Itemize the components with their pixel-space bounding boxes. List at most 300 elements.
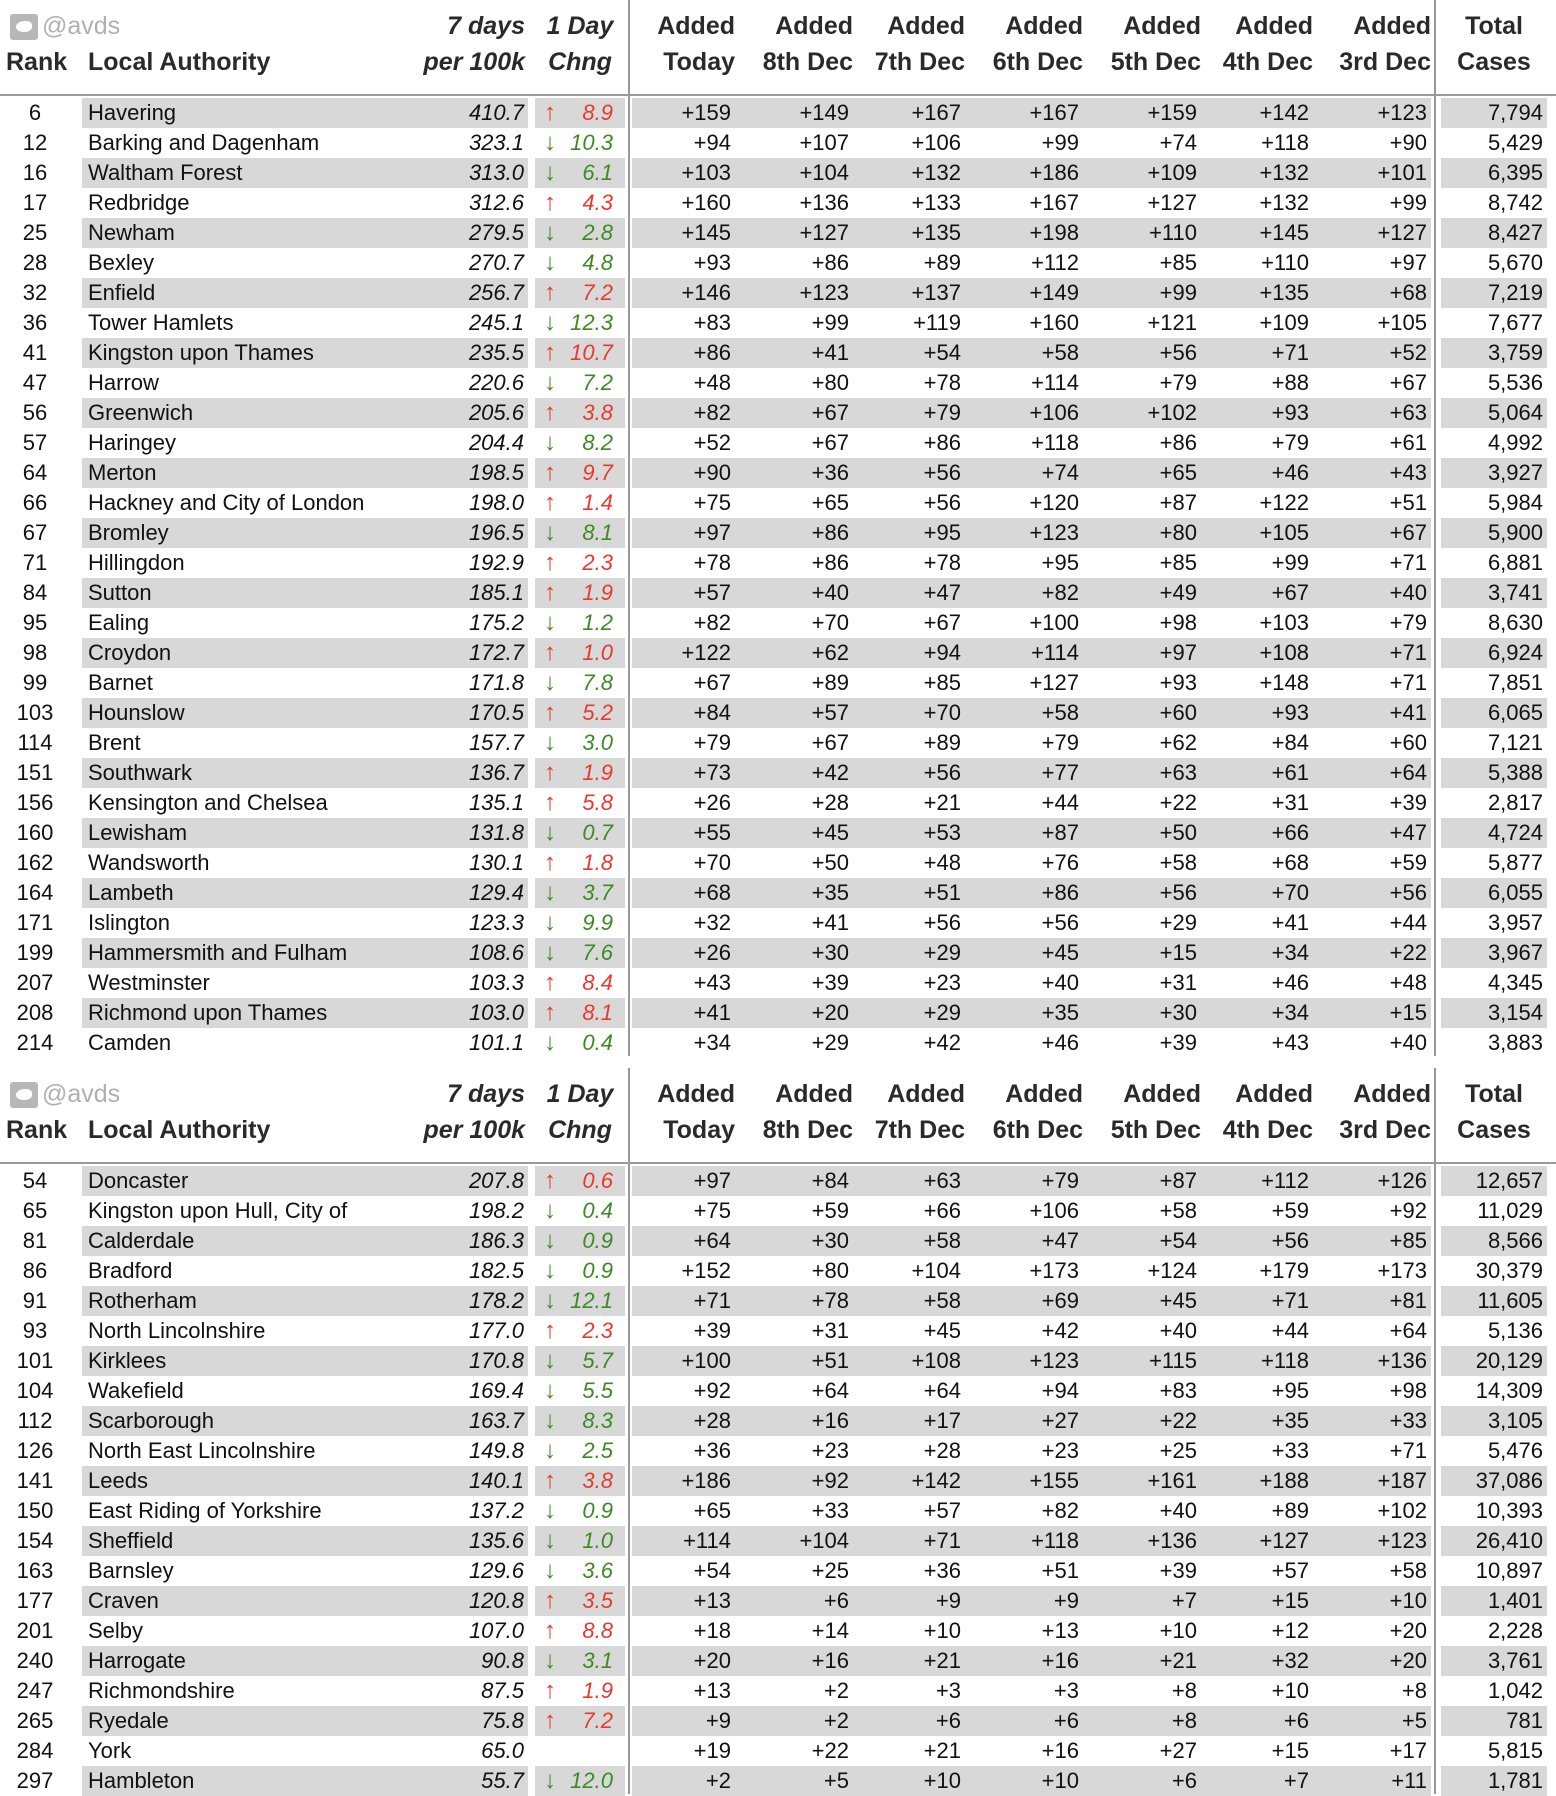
added-8dec-cell: +104 (735, 1526, 853, 1556)
added-8dec-cell: +5 (735, 1766, 853, 1796)
added-6dec-cell: +186 (965, 158, 1083, 188)
added-6dec-cell: +149 (965, 278, 1083, 308)
total-cases-cell: 5,877 (1487, 850, 1543, 875)
header-d6-bottom: 3rd Dec (1339, 48, 1431, 76)
added-4dec-cell: +95 (1271, 1378, 1309, 1403)
table-row (0, 578, 1556, 608)
added-3dec-cell: +67 (1389, 370, 1427, 395)
no-change-icon (535, 1736, 565, 1766)
added-3dec-cell: +71 (1389, 550, 1427, 575)
table-row (0, 1196, 1556, 1226)
table-body (0, 1164, 1556, 1796)
added-3dec-cell: +97 (1389, 250, 1427, 275)
arrow-down-icon: ↓ (544, 429, 556, 456)
added-today-cell: +114 (632, 1526, 735, 1556)
added-5dec-cell: +60 (1083, 698, 1201, 728)
rank-cell: 199 (16, 940, 54, 965)
added-4dec-cell: +46 (1201, 458, 1313, 488)
header-chg-top: 1 Day (546, 1080, 614, 1108)
added-6dec-cell: +160 (1029, 310, 1079, 335)
rate-cell: 163.7 (427, 1406, 528, 1436)
added-3dec-cell: +173 (1377, 1258, 1427, 1283)
added-5dec-cell: +27 (1159, 1738, 1197, 1763)
added-7dec-cell: +63 (853, 1166, 965, 1196)
table-row (0, 188, 1556, 218)
added-4dec-cell: +41 (1271, 910, 1309, 935)
table-row (0, 758, 1556, 788)
added-7dec-cell: +85 (923, 670, 961, 695)
rank-cell: 54 (22, 1168, 48, 1193)
added-4dec-cell: +99 (1271, 550, 1309, 575)
added-8dec-cell: +67 (735, 398, 853, 428)
table-row (0, 728, 1556, 758)
header-d3-bottom: 6th Dec (992, 1116, 1083, 1144)
added-today-cell: +55 (632, 818, 735, 848)
added-today-cell: +97 (632, 1166, 735, 1196)
table-row (0, 1226, 1556, 1256)
arrow-down-icon: ↓ (544, 309, 556, 336)
added-5dec-cell: +85 (1159, 250, 1197, 275)
added-4dec-cell: +142 (1201, 98, 1313, 128)
added-6dec-cell: +106 (1029, 1198, 1079, 1223)
day-change-cell: 0.4 (582, 1198, 613, 1223)
authority-cell: Newham (82, 218, 427, 248)
total-cases-cell: 6,065 (1441, 698, 1547, 728)
added-4dec-cell: +56 (1201, 1226, 1313, 1256)
added-5dec-cell: +31 (1159, 970, 1197, 995)
added-6dec-cell: +86 (965, 878, 1083, 908)
authority-cell: Hounslow (82, 698, 427, 728)
arrow-down-icon: ↓ (535, 1226, 565, 1256)
header-authority: Local Authority (88, 48, 271, 76)
twitter-handle[interactable] (10, 12, 120, 41)
header-d6-bottom: 3rd Dec (1339, 1116, 1431, 1144)
rate-cell: 182.5 (468, 1258, 524, 1283)
added-6dec-cell: +95 (1041, 550, 1079, 575)
rank-cell: 208 (16, 1000, 54, 1025)
authority-cell: Hackney and City of London (88, 490, 365, 515)
added-4dec-cell: +88 (1271, 370, 1309, 395)
day-change-cell: 1.0 (565, 1526, 625, 1556)
added-3dec-cell: +10 (1313, 1586, 1431, 1616)
added-today-cell: +52 (693, 430, 731, 455)
header-chg-bottom: Chng (548, 1116, 612, 1144)
authority-cell: Greenwich (82, 398, 427, 428)
total-cases-cell: 8,427 (1441, 218, 1547, 248)
rank-cell: 240 (16, 1648, 54, 1673)
twitter-handle[interactable] (10, 1080, 120, 1109)
rate-cell: 175.2 (468, 610, 524, 635)
added-5dec-cell: +40 (1159, 1318, 1197, 1343)
added-8dec-cell: +67 (811, 730, 849, 755)
arrow-down-icon: ↓ (544, 729, 556, 756)
arrow-up-icon: ↑ (535, 338, 565, 368)
table-row (0, 1736, 1556, 1766)
added-4dec-cell: +10 (1271, 1678, 1309, 1703)
added-today-cell: +152 (681, 1258, 731, 1283)
authority-cell: Selby (88, 1618, 144, 1643)
header-d3-bottom: 6th Dec (992, 48, 1083, 76)
table-row (0, 1028, 1556, 1058)
added-5dec-cell: +56 (1083, 878, 1201, 908)
added-8dec-cell: +14 (811, 1618, 849, 1643)
arrow-up-icon: ↑ (544, 1617, 556, 1644)
arrow-down-icon: ↓ (544, 1497, 556, 1524)
added-8dec-cell: +59 (811, 1198, 849, 1223)
total-cases-cell: 3,957 (1487, 910, 1543, 935)
table-row (0, 218, 1556, 248)
day-change-cell: 8.3 (565, 1406, 625, 1436)
authority-cell: North East Lincolnshire (88, 1438, 316, 1463)
authority-cell: Barnet (88, 670, 153, 695)
added-5dec-cell: +7 (1083, 1586, 1201, 1616)
rate-cell: 130.1 (468, 850, 524, 875)
authority-cell: East Riding of Yorkshire (88, 1498, 322, 1523)
added-3dec-cell: +71 (1389, 1438, 1427, 1463)
added-3dec-cell: +20 (1313, 1646, 1431, 1676)
header-rank: Rank (6, 48, 68, 76)
added-4dec-cell: +46 (1271, 970, 1309, 995)
rate-cell: 149.8 (468, 1438, 524, 1463)
added-5dec-cell: +74 (1159, 130, 1197, 155)
added-4dec-cell: +127 (1201, 1526, 1313, 1556)
table-row (0, 848, 1556, 878)
authority-cell: North Lincolnshire (88, 1318, 266, 1343)
added-7dec-cell: +51 (853, 878, 965, 908)
added-8dec-cell: +2 (823, 1678, 849, 1703)
total-cases-cell: 5,064 (1441, 398, 1547, 428)
total-cases-cell: 6,881 (1487, 550, 1543, 575)
added-6dec-cell: +74 (965, 458, 1083, 488)
added-today-cell: +186 (632, 1466, 735, 1496)
total-cases-cell: 3,741 (1441, 578, 1547, 608)
day-change-cell: 5.5 (582, 1378, 613, 1403)
arrow-down-icon: ↓ (544, 909, 556, 936)
added-today-cell: +32 (693, 910, 731, 935)
table-row (0, 668, 1556, 698)
arrow-up-icon: ↑ (544, 789, 556, 816)
rank-cell: 156 (16, 790, 54, 815)
added-3dec-cell: +123 (1313, 98, 1431, 128)
added-today-cell: +146 (632, 278, 735, 308)
added-5dec-cell: +102 (1083, 398, 1201, 428)
added-3dec-cell: +47 (1313, 818, 1431, 848)
rate-cell: 129.4 (427, 878, 528, 908)
added-8dec-cell: +80 (811, 370, 849, 395)
rank-cell: 36 (22, 310, 48, 335)
added-6dec-cell: +79 (1041, 730, 1079, 755)
rank-cell: 114 (17, 730, 53, 755)
header-d1-bottom: 8th Dec (762, 1116, 853, 1144)
added-6dec-cell: +155 (965, 1466, 1083, 1496)
added-8dec-cell: +80 (811, 1258, 849, 1283)
rate-cell: 323.1 (468, 130, 524, 155)
added-8dec-cell: +64 (811, 1378, 849, 1403)
arrow-down-icon: ↓ (544, 129, 556, 156)
added-5dec-cell: +86 (1159, 430, 1197, 455)
added-5dec-cell: +136 (1083, 1526, 1201, 1556)
added-6dec-cell: +46 (1041, 1030, 1079, 1055)
total-cases-cell: 3,761 (1441, 1646, 1547, 1676)
added-6dec-cell: +94 (1041, 1378, 1079, 1403)
rank-cell: 28 (22, 250, 48, 275)
rank-cell: 41 (22, 340, 48, 365)
day-change-cell: 4.3 (582, 190, 613, 215)
added-7dec-cell: +6 (853, 1706, 965, 1736)
table-row (0, 278, 1556, 308)
header-d4-top: Added (1123, 12, 1201, 40)
arrow-up-icon: ↑ (535, 398, 565, 428)
added-7dec-cell: +78 (923, 370, 961, 395)
total-cases-cell: 4,992 (1487, 430, 1543, 455)
added-8dec-cell: +30 (735, 938, 853, 968)
rank-cell: 56 (22, 400, 48, 425)
table-header (0, 1068, 1556, 1164)
rank-cell: 151 (16, 760, 54, 785)
added-4dec-cell: +35 (1201, 1406, 1313, 1436)
added-4dec-cell: +59 (1271, 1198, 1309, 1223)
added-6dec-cell: +79 (965, 1166, 1083, 1196)
total-cases-cell: 5,536 (1487, 370, 1543, 395)
added-4dec-cell: +70 (1201, 878, 1313, 908)
rank-cell: 17 (22, 190, 48, 215)
header-rate-top: 7 days (447, 12, 525, 40)
added-8dec-cell: +16 (735, 1406, 853, 1436)
header-total-top: Total (1465, 12, 1523, 40)
authority-cell: Camden (88, 1030, 172, 1055)
added-4dec-cell: +57 (1271, 1558, 1309, 1583)
rank-cell: 201 (16, 1618, 54, 1643)
authority-cell: Wakefield (88, 1378, 184, 1403)
day-change-cell: 8.9 (565, 98, 625, 128)
rate-cell: 256.7 (427, 278, 528, 308)
column-divider (1434, 0, 1436, 1056)
added-3dec-cell: +5 (1313, 1706, 1431, 1736)
authority-cell: Hambleton (82, 1766, 427, 1796)
rate-cell: 108.6 (427, 938, 528, 968)
table-header (0, 0, 1556, 96)
rank-cell: 112 (17, 1408, 53, 1433)
day-change-cell: 1.8 (582, 850, 613, 875)
added-7dec-cell: +78 (923, 550, 961, 575)
added-today-cell: +65 (693, 1498, 731, 1523)
table-row (0, 338, 1556, 368)
total-cases-cell: 5,670 (1487, 250, 1543, 275)
added-4dec-cell: +33 (1271, 1438, 1309, 1463)
added-6dec-cell: +40 (1041, 970, 1079, 995)
added-3dec-cell: +52 (1313, 338, 1431, 368)
added-4dec-cell: +132 (1259, 190, 1309, 215)
added-6dec-cell: +114 (1031, 370, 1079, 395)
header-rate-top: 7 days (447, 1080, 525, 1108)
total-cases-cell: 7,121 (1487, 730, 1543, 755)
added-today-cell: +68 (632, 878, 735, 908)
added-8dec-cell: +84 (735, 1166, 853, 1196)
total-cases-cell: 1,042 (1487, 1678, 1543, 1703)
day-change-cell: 10.7 (565, 338, 625, 368)
added-5dec-cell: +99 (1083, 278, 1201, 308)
rank-cell: 104 (16, 1378, 54, 1403)
added-4dec-cell: +44 (1271, 1318, 1309, 1343)
added-3dec-cell: +123 (1313, 1526, 1431, 1556)
total-cases-cell: 10,393 (1475, 1498, 1543, 1523)
rate-cell: 205.6 (427, 398, 528, 428)
added-4dec-cell: +89 (1271, 1498, 1309, 1523)
added-6dec-cell: +56 (1041, 910, 1079, 935)
added-6dec-cell: +167 (1029, 190, 1079, 215)
added-today-cell: +100 (632, 1346, 735, 1376)
added-3dec-cell: +40 (1389, 1030, 1427, 1055)
added-4dec-cell: +43 (1271, 1030, 1309, 1055)
added-5dec-cell: +87 (1083, 1166, 1201, 1196)
total-cases-cell: 26,410 (1441, 1526, 1547, 1556)
added-3dec-cell: +105 (1377, 310, 1427, 335)
added-5dec-cell: +45 (1083, 1286, 1201, 1316)
rank-cell: 247 (16, 1678, 54, 1703)
added-6dec-cell: +16 (965, 1646, 1083, 1676)
added-4dec-cell: +103 (1259, 610, 1309, 635)
rate-cell: 170.5 (427, 698, 528, 728)
added-4dec-cell: +6 (1201, 1706, 1313, 1736)
added-6dec-cell: +42 (1041, 1318, 1079, 1343)
arrow-up-icon: ↑ (535, 698, 565, 728)
authority-cell: Bromley (82, 518, 427, 548)
total-cases-cell: 3,154 (1441, 998, 1547, 1028)
added-6dec-cell: +76 (1041, 850, 1079, 875)
arrow-down-icon: ↓ (535, 1406, 565, 1436)
header-total-top: Total (1465, 1080, 1523, 1108)
added-4dec-cell: +84 (1271, 730, 1309, 755)
rank-cell: 91 (22, 1288, 48, 1313)
table-row (0, 818, 1556, 848)
rank-cell: 57 (22, 430, 48, 455)
rate-cell: 171.8 (468, 670, 524, 695)
rate-cell: 137.2 (468, 1498, 524, 1523)
column-divider (628, 0, 630, 1056)
added-6dec-cell: +69 (965, 1286, 1083, 1316)
added-4dec-cell: +71 (1201, 338, 1313, 368)
added-6dec-cell: +100 (1029, 610, 1079, 635)
day-change-cell: 0.4 (582, 1030, 613, 1055)
rank-cell: 16 (22, 160, 48, 185)
day-change-cell: 7.2 (582, 370, 613, 395)
authority-cell: Calderdale (82, 1226, 427, 1256)
table-row (0, 788, 1556, 818)
authority-cell: Sutton (82, 578, 427, 608)
arrow-down-icon: ↓ (544, 1257, 556, 1284)
added-8dec-cell: +31 (811, 1318, 849, 1343)
header-total-bottom: Cases (1457, 1116, 1531, 1144)
added-8dec-cell: +51 (735, 1346, 853, 1376)
added-4dec-cell: +110 (1261, 250, 1309, 275)
total-cases-cell: 3,105 (1441, 1406, 1547, 1436)
added-6dec-cell: +10 (965, 1766, 1083, 1796)
added-3dec-cell: +64 (1313, 758, 1431, 788)
twitter-bird-icon (10, 1082, 38, 1108)
day-change-cell: 0.9 (582, 1498, 613, 1523)
added-4dec-cell: +79 (1271, 430, 1309, 455)
added-today-cell: +73 (632, 758, 735, 788)
authority-cell: Bexley (88, 250, 155, 275)
rate-cell: 55.7 (427, 1766, 528, 1796)
added-7dec-cell: +56 (853, 458, 965, 488)
rank-cell: 99 (22, 670, 48, 695)
added-today-cell: +67 (693, 670, 731, 695)
added-6dec-cell: +120 (1029, 490, 1079, 515)
authority-cell: Lewisham (82, 818, 427, 848)
arrow-down-icon: ↓ (535, 1526, 565, 1556)
added-6dec-cell: +106 (965, 398, 1083, 428)
added-today-cell: +103 (632, 158, 735, 188)
rate-cell: 207.8 (427, 1166, 528, 1196)
added-3dec-cell: +99 (1389, 190, 1427, 215)
added-7dec-cell: +56 (853, 758, 965, 788)
header-d2-top: Added (887, 1080, 965, 1108)
table-row (0, 368, 1556, 398)
rate-cell: 186.3 (427, 1226, 528, 1256)
added-7dec-cell: +47 (853, 578, 965, 608)
added-7dec-cell: +86 (923, 430, 961, 455)
added-5dec-cell: +56 (1083, 338, 1201, 368)
added-7dec-cell: +135 (853, 218, 965, 248)
added-3dec-cell: +20 (1389, 1618, 1427, 1643)
added-today-cell: +39 (693, 1318, 731, 1343)
rank-cell: 162 (16, 850, 54, 875)
authority-cell: Westminster (88, 970, 210, 995)
added-8dec-cell: +6 (735, 1586, 853, 1616)
day-change-cell: 0.6 (565, 1166, 625, 1196)
table-row (0, 398, 1556, 428)
total-cases-cell: 7,677 (1487, 310, 1543, 335)
authority-cell: Kingston upon Thames (82, 338, 427, 368)
added-3dec-cell: +68 (1313, 278, 1431, 308)
added-3dec-cell: +15 (1313, 998, 1431, 1028)
rate-cell: 131.8 (427, 818, 528, 848)
added-6dec-cell: +87 (965, 818, 1083, 848)
added-7dec-cell: +108 (853, 1346, 965, 1376)
added-8dec-cell: +136 (799, 190, 849, 215)
day-change-cell: 5.7 (565, 1346, 625, 1376)
day-change-cell: 9.9 (582, 910, 613, 935)
day-change-cell: 3.8 (565, 398, 625, 428)
added-8dec-cell: +45 (735, 818, 853, 848)
arrow-down-icon: ↓ (544, 1197, 556, 1224)
added-7dec-cell: +17 (853, 1406, 965, 1436)
day-change-cell: 8.2 (582, 430, 613, 455)
rate-cell: 198.0 (468, 490, 524, 515)
added-today-cell: +57 (632, 578, 735, 608)
rank-cell: 154 (16, 1528, 54, 1553)
added-3dec-cell: +127 (1313, 218, 1431, 248)
arrow-down-icon: ↓ (544, 249, 556, 276)
added-8dec-cell: +99 (811, 310, 849, 335)
added-4dec-cell: +145 (1201, 218, 1313, 248)
added-8dec-cell: +30 (735, 1226, 853, 1256)
added-4dec-cell: +67 (1201, 578, 1313, 608)
added-today-cell: +86 (632, 338, 735, 368)
total-cases-cell: 8,566 (1441, 1226, 1547, 1256)
table-row (0, 1766, 1556, 1796)
added-7dec-cell: +104 (911, 1258, 961, 1283)
arrow-up-icon: ↑ (535, 98, 565, 128)
added-today-cell: +28 (632, 1406, 735, 1436)
added-6dec-cell: +114 (965, 638, 1083, 668)
added-6dec-cell: +112 (1031, 250, 1079, 275)
added-4dec-cell: +34 (1201, 998, 1313, 1028)
arrow-down-icon: ↓ (544, 369, 556, 396)
added-8dec-cell: +86 (811, 250, 849, 275)
added-6dec-cell: +118 (965, 1526, 1083, 1556)
